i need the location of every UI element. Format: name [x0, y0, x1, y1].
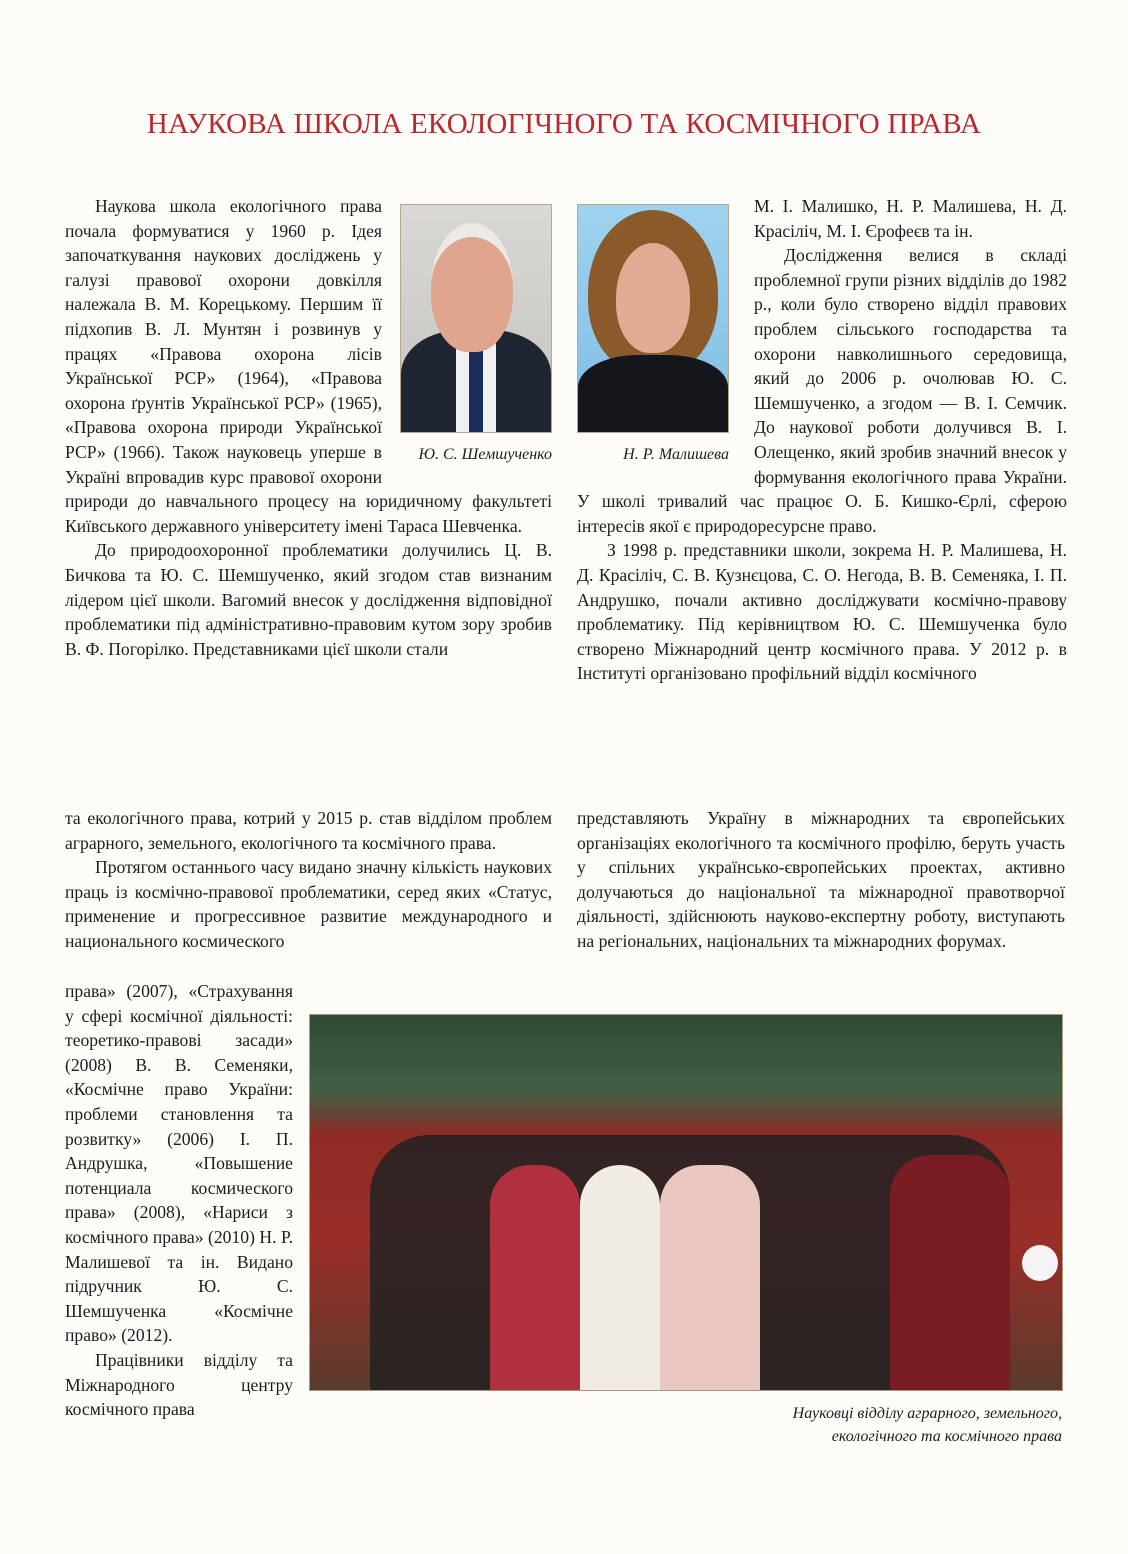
group-photo — [309, 1014, 1063, 1391]
page-title: НАУКОВА ШКОЛА ЕКОЛОГІЧНОГО ТА КОСМІЧНОГО ПРАВА — [146, 108, 982, 140]
paragraph: Протягом останнього часу видано значну кількість наукових праць із космічно-правової проблематики, серед яких «Статус, применение и прогрессивное развитие международного и национального космического — [65, 857, 552, 951]
paragraph: До природоохоронної проблематики долучились Ц. В. Бичкова та Ю. С. Шемшученко, який згодом став визнаним лідером цієї школи. Вагомий внесок у дослідження відповідної проблематики під адміністративно-правовим кутом зору зробив В. Ф. Погорілко. Представниками цієї школи стали — [65, 540, 552, 659]
caption-line: екологічного та космічного права — [831, 1428, 1062, 1445]
paragraph: З 1998 р. представники школи, зокрема Н. Р. Малишева, Н. Д. Красіліч, С. В. Кузнєцова, С. О. Негода, В. В. Семеняка, І. П. Андрушко, почали активно досліджувати космічно-правову проблематику. Під керівництвом Ю. С. Шемшученка було створено Міжнародний центр космічного права. У 2012 р. в Інституті організовано профільний відділ космічного — [577, 540, 1067, 684]
portrait-photo — [577, 204, 729, 433]
caption-line: Науковці відділу аграрного, земельного, — [792, 1405, 1062, 1422]
paragraph: М. І. Малишко, Н. Р. Малишева, Н. Д. Красіліч, М. І. Єрофеєв та ін. — [754, 196, 1067, 241]
bottom-right-column — [577, 806, 1065, 954]
bottom-left-narrow-column — [65, 979, 293, 1422]
portrait-malysheva — [577, 204, 729, 468]
portrait-shemshuchenko — [400, 204, 552, 468]
paragraph: та екологічного права, котрий у 2015 р. став відділом проблем аграрного, земельного, екологічного та космічного права. — [65, 808, 552, 853]
group-photo-caption — [793, 1402, 1062, 1448]
paragraph: представляють Україну в міжнародних та європейських організаціях екологічного та космічного профілю, беруть участь у спільних українсько-європейських проектах, активно долучаються до національної та міжнародної правотворчої діяльності, здійснюють науково-експертну роботу, виступають на регіональних, національних та міжнародних форумах. — [577, 808, 1065, 951]
paragraph: Наукова школа екологічного права почала формуватися у 1960 р. Ідея започаткування наукових досліджень у галузі правової охорони довкілля належала В. М. Корецькому. Першим її підхопив В. Л. Мунтян і розвинув у працях «Правова охорона лісів Української РСР» (1964), «Правова охорона ґрунтів Української РСР» (1965), «Правова охорона природи Української РСР» (1966). Також науковець уперше в Україні впровадив курс правової охорони природи до навчального процесу на юридичному факультеті Київського державного університету імені Тараса Шевченка. — [65, 196, 552, 536]
portrait-caption: Ю. С. Шемшученко — [418, 446, 552, 463]
portrait-photo — [400, 204, 552, 433]
paragraph: Працівники відділу та Міжнародного центру космічного права — [65, 1349, 293, 1420]
paragraph: Дослідження велися в складі проблемної групи різних відділів до 1982 р., коли було створено відділ правових проблем сільського господарства та охорони навколишнього середовища, який до 2006 р. очолював Ю. С. Шемшученко, а згодом — В. І. Семчик. До наукової роботи долучився В. І. Олещенко, який зробив значний внесок у формування екологічного права України. У школі тривалий час працює О. Б. Кишко-Єрлі, сферою інтересів якої є природоресурсне право. — [577, 245, 1067, 536]
paragraph: права» (2007), «Страхування у сфері космічної діяльності: теоретико-правові засади» (2008) В. В. Семеняки, «Космічне право України: проблеми становлення та розвитку» (2006) І. П. Андрушка, «Повышение потенциала космического права» (2008), «Нариси з космічного права» (2010) Н. Р. Малишевої та ін. Видано підручник Ю. С. Шемшученка «Космічне право» (2012). — [65, 981, 293, 1346]
top-left-column — [65, 194, 552, 661]
bottom-left-column — [65, 806, 552, 954]
portrait-caption: Н. Р. Малишева — [623, 446, 729, 463]
top-right-column — [577, 194, 1067, 686]
